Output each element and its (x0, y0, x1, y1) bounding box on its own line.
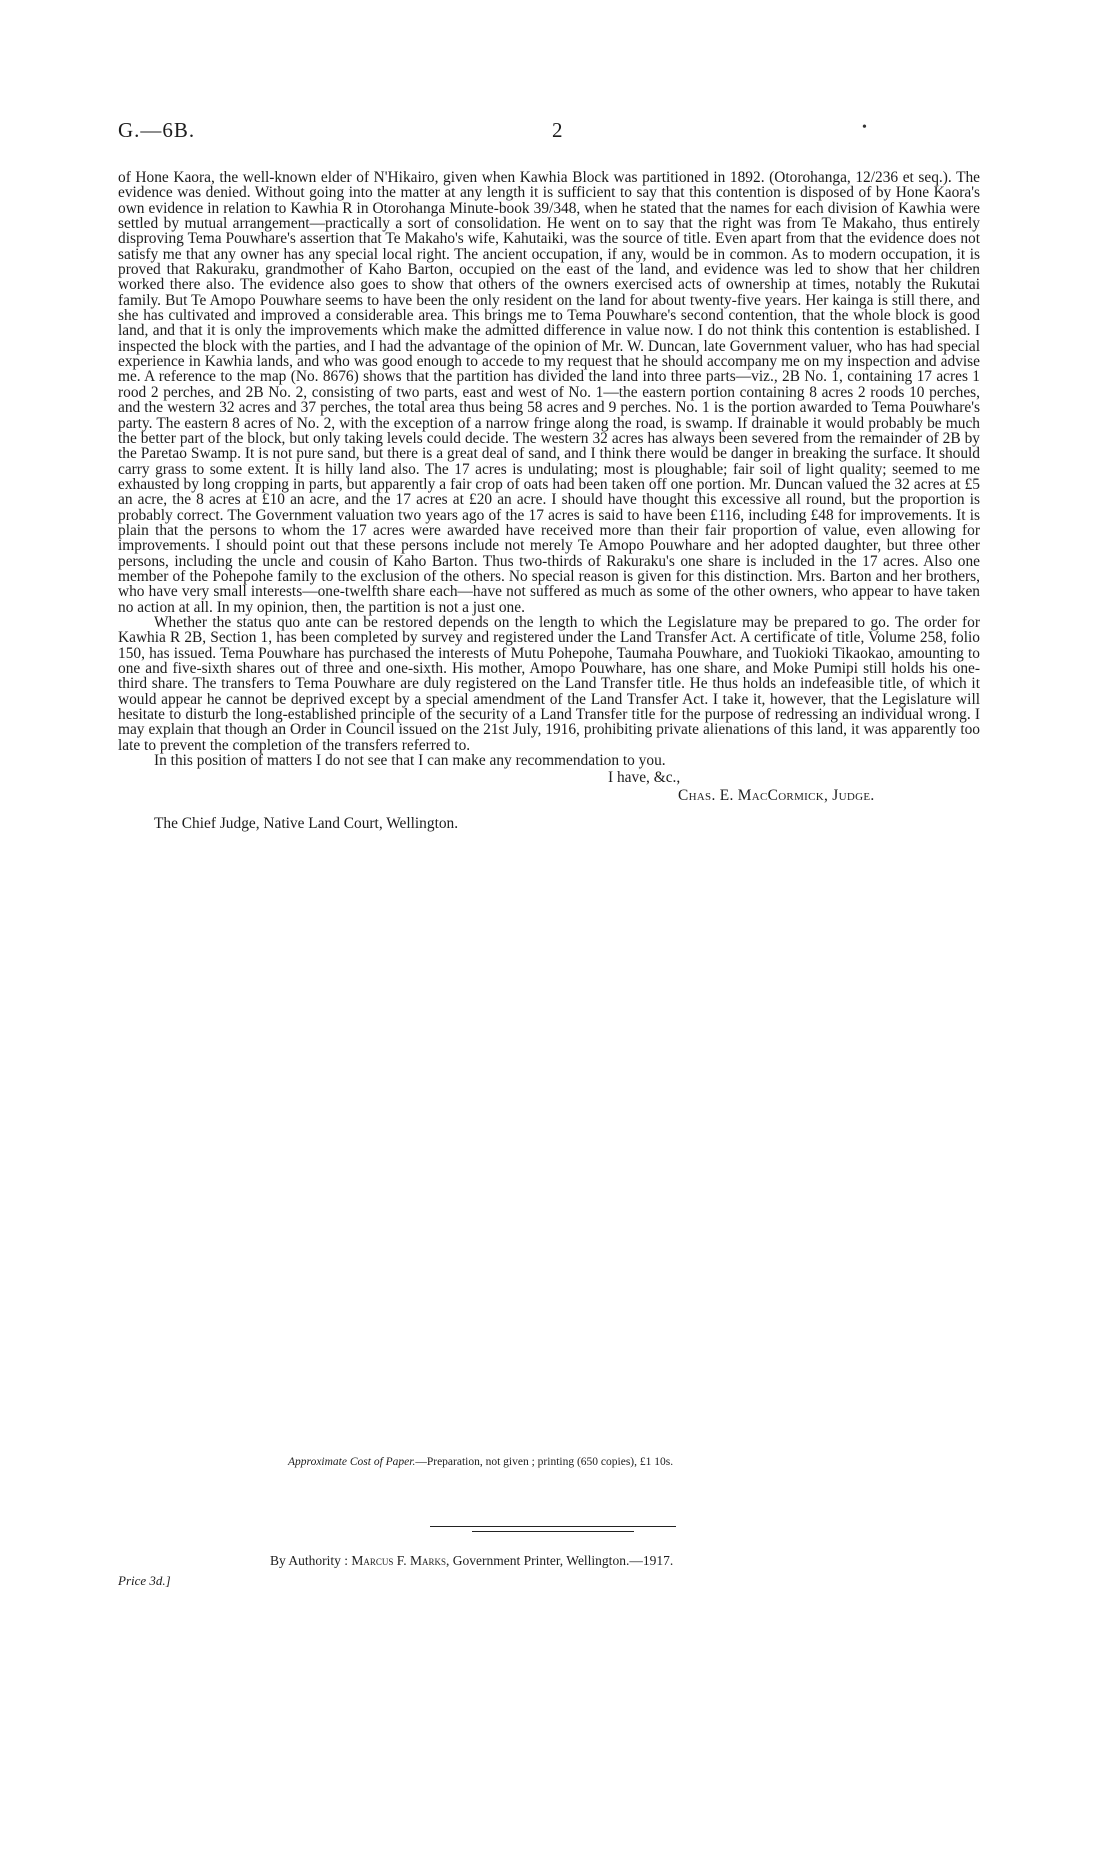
printer-imprint (270, 1553, 673, 1569)
salutation: I have, &c., (608, 769, 681, 787)
paragraph-status-quo: Whether the status quo ante can be restored depends on the length to which the Legislature may be prepared to go. The order for Kawhia R 2B, Section 1, has been completed by survey and registered under the Land Transfer Act. A certificate of title, Volume 258, folio 150, has issued. Tema Pouwhare has purchased the interests of Mutu Pohepohe, Taumaha Pouwhare, and Tuokioki Tikaokao, amounting to one and five-sixth shares out of three and one-sixth. His mother, Amopo Pouwhare, has one share, and Moke Pumipi still holds his one-third share. The transfers to Tema Pouwhare are duly registered on the Land Transfer title. He thus holds an indefeasible title, of which it would appear he cannot be deprived except by a special amendment of the Land Transfer Act. I take it, however, that the Legislature will hesitate to disturb the long-established principle of the security of a Land Transfer title for the purpose of redressing an individual wrong. I may explain that though an Order in Council issued on the 21st July, 1916, prohibiting private alienations of this land, it was apparently too late to prevent the completion of the transfers referred to. (118, 613, 980, 754)
printer-name: Marcus F. Marks (351, 1553, 446, 1568)
price-note: Price 3d.] (118, 1573, 171, 1588)
footer-rule (430, 1526, 676, 1527)
printer-prefix: By Authority : (270, 1553, 352, 1568)
recipient-line: The Chief Judge, Native Land Court, Wellington. (154, 815, 459, 833)
paper-cost-note (288, 1456, 673, 1468)
paragraph-recommendation: In this position of matters I do not see that I can make any recommendation to you. (154, 752, 666, 770)
footer-rule-secondary (472, 1531, 634, 1532)
signoff-block (118, 768, 980, 814)
page-mark: • (862, 120, 867, 135)
paragraph-continued: of Hone Kaora, the well-known elder of N'Hikairo, given when Kawhia Block was partitioned in 1892. (Otorohanga, 12/236 et seq.). The evidence was denied. Without going into the matter at any length it is sufficient to say that this contention is disposed of by Hone Kaora's own evidence in relation to Kawhia R in Otorohanga Minute-book 39/348, when he stated that the names for each division of Kawhia were settled by mutual arrangement—practically a sort of consolidation. He went on to say that the right was from Te Makaho, thus entirely disproving Tema Pouwhare's assertion that Te Makaho's wife, Kahutaiki, was the source of title. Even apart from that the evidence does not satisfy me that any owner has any special local right. The ancient occupation, if any, would be in common. As to modern occupation, it is proved that Rakuraku, grandmother of Kaho Barton, occupied on the east of the land, and evidence was led to show that her children worked there also. The evidence also goes to show that others of the owners exercised acts of ownership at times, notably the Rukutai family. But Te Amopo Pouwhare seems to have been the only resident on the land for about twenty-five years. Her kainga is still there, and she has cultivated and improved a considerable area. This brings me to Tema Pouwhare's second contention, that the whole block is good land, and that it is only the improvements which make the admitted difference in value now. I do not think this contention is established. I inspected the block with the parties, and I had the advantage of the opinion of Mr. W. Duncan, late Government valuer, who has had special experience in Kawhia lands, and who was good enough to accede to my request that he should accompany me on my inspection and advise me. A reference to the map (No. 8676) shows that the partition has divided the land into three parts—viz., 2B No. 1, containing 17 acres 1 rood 2 perches, and 2B No. 2, consisting of two parts, east and west of No. 1—the eastern portion containing 8 acres 2 roods 10 perches, and the western 32 acres and 37 perches, the total area thus being 58 acres and 9 perches. No. 1 is the portion awarded to Tema Pouwhare's party. The eastern 8 acres of No. 2, with the exception of a narrow fringe along the road, is swamp. If drainable it would probably be much the better part of the block, but only taking levels could decide. The western 32 acres has always been severed from the remainder of 2B by the Paretao Swamp. It is not pure sand, but there is a great deal of sand, and I think there would be danger in breaking the surface. It should carry grass to some extent. It is hilly land also. The 17 acres is undulating; most is ploughable; fair soil of light quality; seemed to me exhausted by long cropping in parts, but apparently a fair crop of oats had been taken off one portion. Mr. Duncan valued the 32 acres at £5 an acre, the 8 acres at £10 an acre, and the 17 acres at £20 an acre. I should have thought this excessive all round, but the proportion is probably correct. The Government valuation two years ago of the 17 acres is said to have been £116, including £48 for improvements. It is plain that the persons to whom the 17 acres were awarded have received more than their fair proportion of value, even allowing for improvements. I should point out that these persons include not merely Te Amopo Pouwhare and her adopted daughter, but three other persons, including the uncle and cousin of Kaho Barton. Thus two-thirds of Rakuraku's one share is included in the 17 acres. Also one member of the Pohepohe family to the exclusion of the others. No special reason is given for this distinction. Mrs. Barton and her brothers, who have very small interests—one-twelfth share each—have not suffered as much as some of the other owners, who appear to have taken no action at all. In my opinion, then, the partition is not a just one. (118, 169, 980, 616)
printer-suffix: , Government Printer, Wellington.—1917. (445, 1553, 674, 1568)
cost-text: —Preparation, not given ; printing (650 copies), £1 10s. (415, 1456, 674, 1468)
page-number: 2 (552, 118, 563, 142)
page-header (118, 118, 980, 150)
letter-body (118, 170, 980, 832)
signature: Chas. E. MacCormick, Judge. (678, 787, 875, 805)
document-reference: G.—6B. (118, 118, 196, 142)
cost-label: Approximate Cost of Paper. (288, 1456, 416, 1468)
